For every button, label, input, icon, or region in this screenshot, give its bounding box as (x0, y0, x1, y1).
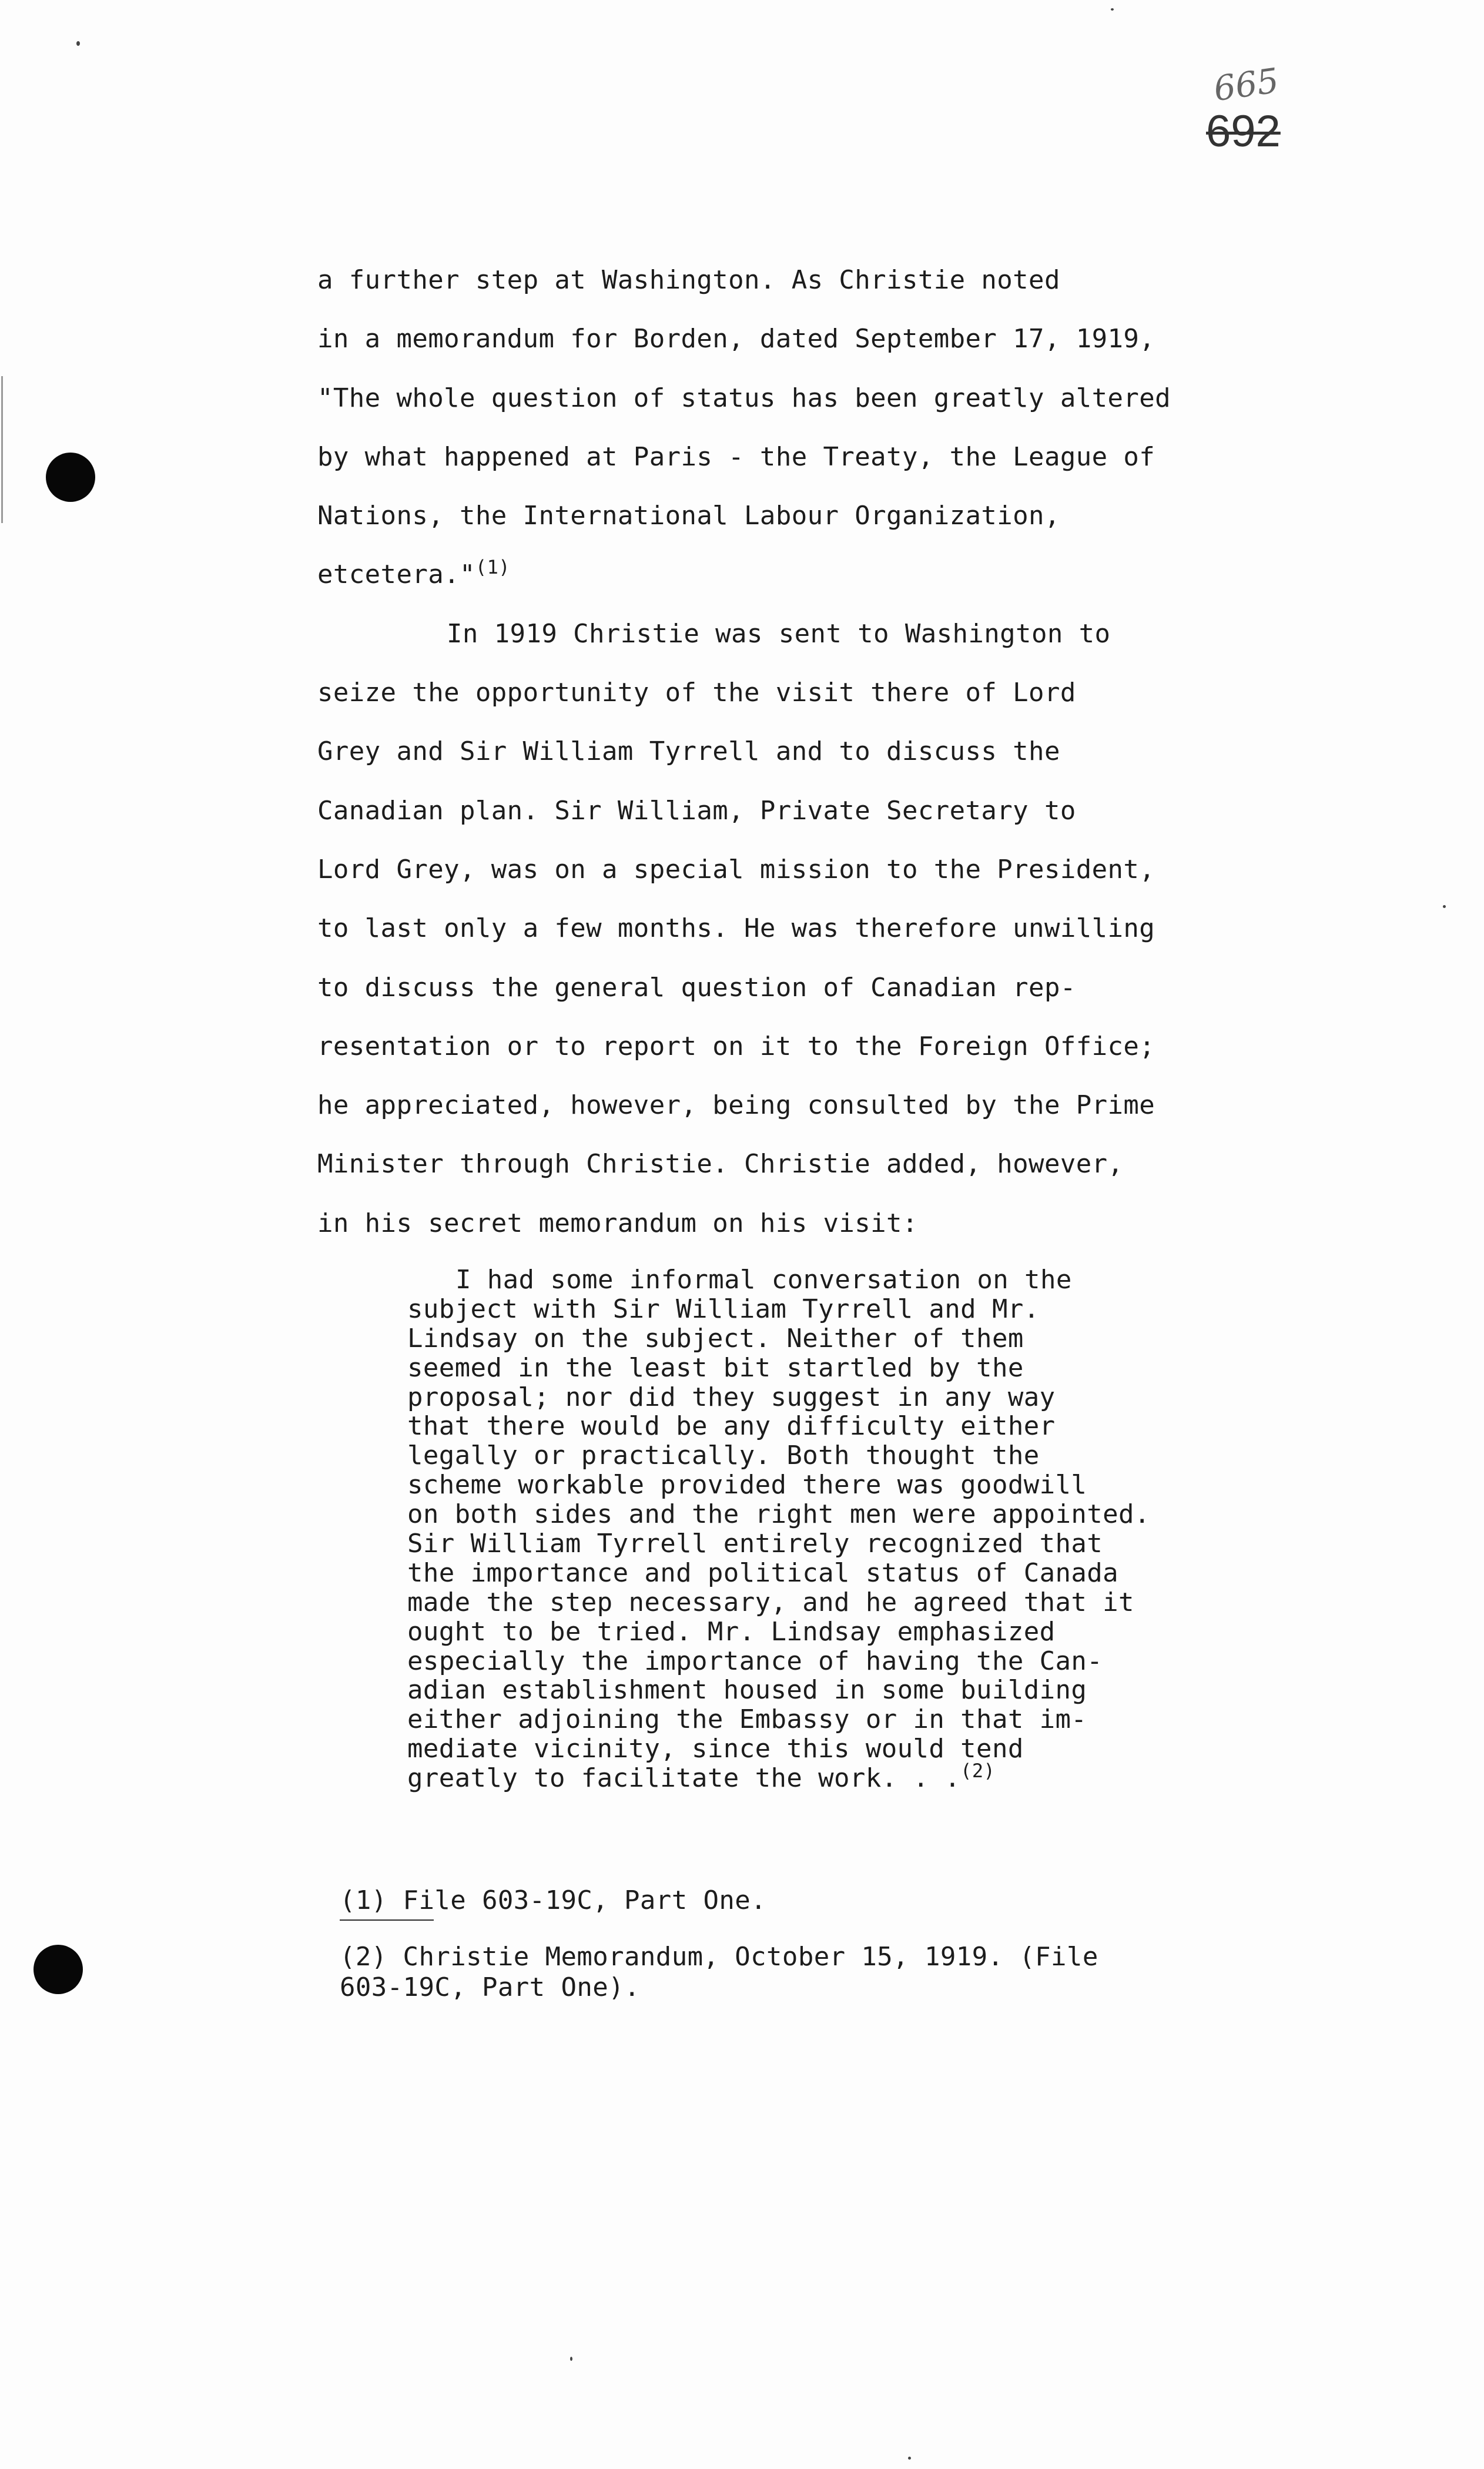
body-line: in his secret memorandum on his visit: (317, 1208, 918, 1238)
quote-line: especially the importance of having the Can- (407, 1646, 1103, 1676)
body-line: resentation or to report on it to the Foreign Office; (317, 1031, 1155, 1061)
body-line: to last only a few months. He was therefore unwilling (317, 913, 1155, 944)
quote-line: Sir William Tyrrell entirely recognized that (407, 1529, 1103, 1559)
handwritten-page-number: 665 (1211, 60, 1281, 109)
body-line: a further step at Washington. As Christie noted (317, 265, 1060, 295)
quote-line: ought to be tried. Mr. Lindsay emphasized (407, 1616, 1056, 1647)
body-line: Lord Grey, was on a special mission to the President, (317, 854, 1155, 885)
quote-line-text: greatly to facilitate the work. . . (407, 1763, 961, 1794)
quote-line: mediate vicinity, since this would tend (407, 1734, 1024, 1764)
footnote-2-line-2: 603-19C, Part One). (340, 1972, 640, 2002)
quote-line: legally or practically. Both thought the (407, 1440, 1040, 1471)
quote-line: seemed in the least bit startled by the (407, 1352, 1024, 1383)
paper-speck (76, 41, 80, 46)
body-line: Nations, the International Labour Organization, (317, 501, 1060, 531)
footnote-1: (1) File 603-19C, Part One. (340, 1885, 767, 1915)
footnote-2-line-1: (2) Christie Memorandum, October 15, 1919. (File (340, 1942, 1098, 1972)
body-line: by what happened at Paris - the Treaty, the League of (317, 441, 1155, 472)
body-line: "The whole question of status has been greatly altered (317, 383, 1171, 413)
body-line-text: etcetera." (317, 560, 475, 590)
paper-speck (908, 2457, 911, 2460)
struck-page-number: 692 (1206, 106, 1281, 156)
quote-line: adian establishment housed in some building (407, 1675, 1087, 1706)
quote-line: made the step necessary, and he agreed that it (407, 1587, 1134, 1617)
quote-line: Lindsay on the subject. Neither of them (407, 1323, 1024, 1354)
body-line: seize the opportunity of the visit there of Lord (317, 678, 1076, 708)
quote-line: proposal; nor did they suggest in any way (407, 1382, 1056, 1412)
body-line: to discuss the general question of Canadian rep- (317, 972, 1076, 1003)
punch-hole-top (46, 453, 95, 502)
footnotes (340, 1885, 1339, 2003)
footnote-ref-2: (2) (960, 1760, 996, 1783)
body-line: Grey and Sir William Tyrrell and to discuss the (317, 736, 1060, 767)
page-number (1206, 106, 1281, 157)
body-line: in a memorandum for Borden, dated September 17, 1919, (317, 324, 1155, 354)
body-text (317, 251, 1364, 1253)
paper-speck (570, 2357, 572, 2361)
footnote-ref-1: (1) (475, 556, 510, 579)
quote-line: that there would be any difficulty either (407, 1411, 1056, 1442)
body-line-with-footnote (317, 545, 1364, 604)
paper-speck (1443, 905, 1446, 908)
body-line: Minister through Christie. Christie added, however, (317, 1149, 1124, 1180)
quote-line: subject with Sir William Tyrrell and Mr. (407, 1294, 1040, 1324)
punch-hole-bottom (34, 1945, 83, 1994)
left-margin-mark (1, 376, 3, 523)
quote-line: either adjoining the Embassy or in that im- (407, 1704, 1087, 1735)
quote-line: on both sides and the right men were appointed. (407, 1499, 1150, 1530)
block-quote (407, 1265, 1289, 1793)
paragraph-start: In 1919 Christie was sent to Washington to (447, 618, 1111, 649)
quote-line: the importance and political status of Canada (407, 1557, 1119, 1588)
quote-line: scheme workable provided there was goodwill (407, 1470, 1087, 1500)
quote-line-with-footnote (407, 1760, 1289, 1794)
paper-speck (1111, 8, 1114, 11)
body-line: he appreciated, however, being consulted by the Prime (317, 1090, 1155, 1121)
body-line: Canadian plan. Sir William, Private Secretary to (317, 795, 1076, 826)
quote-line: I had some informal conversation on the (455, 1265, 1072, 1295)
